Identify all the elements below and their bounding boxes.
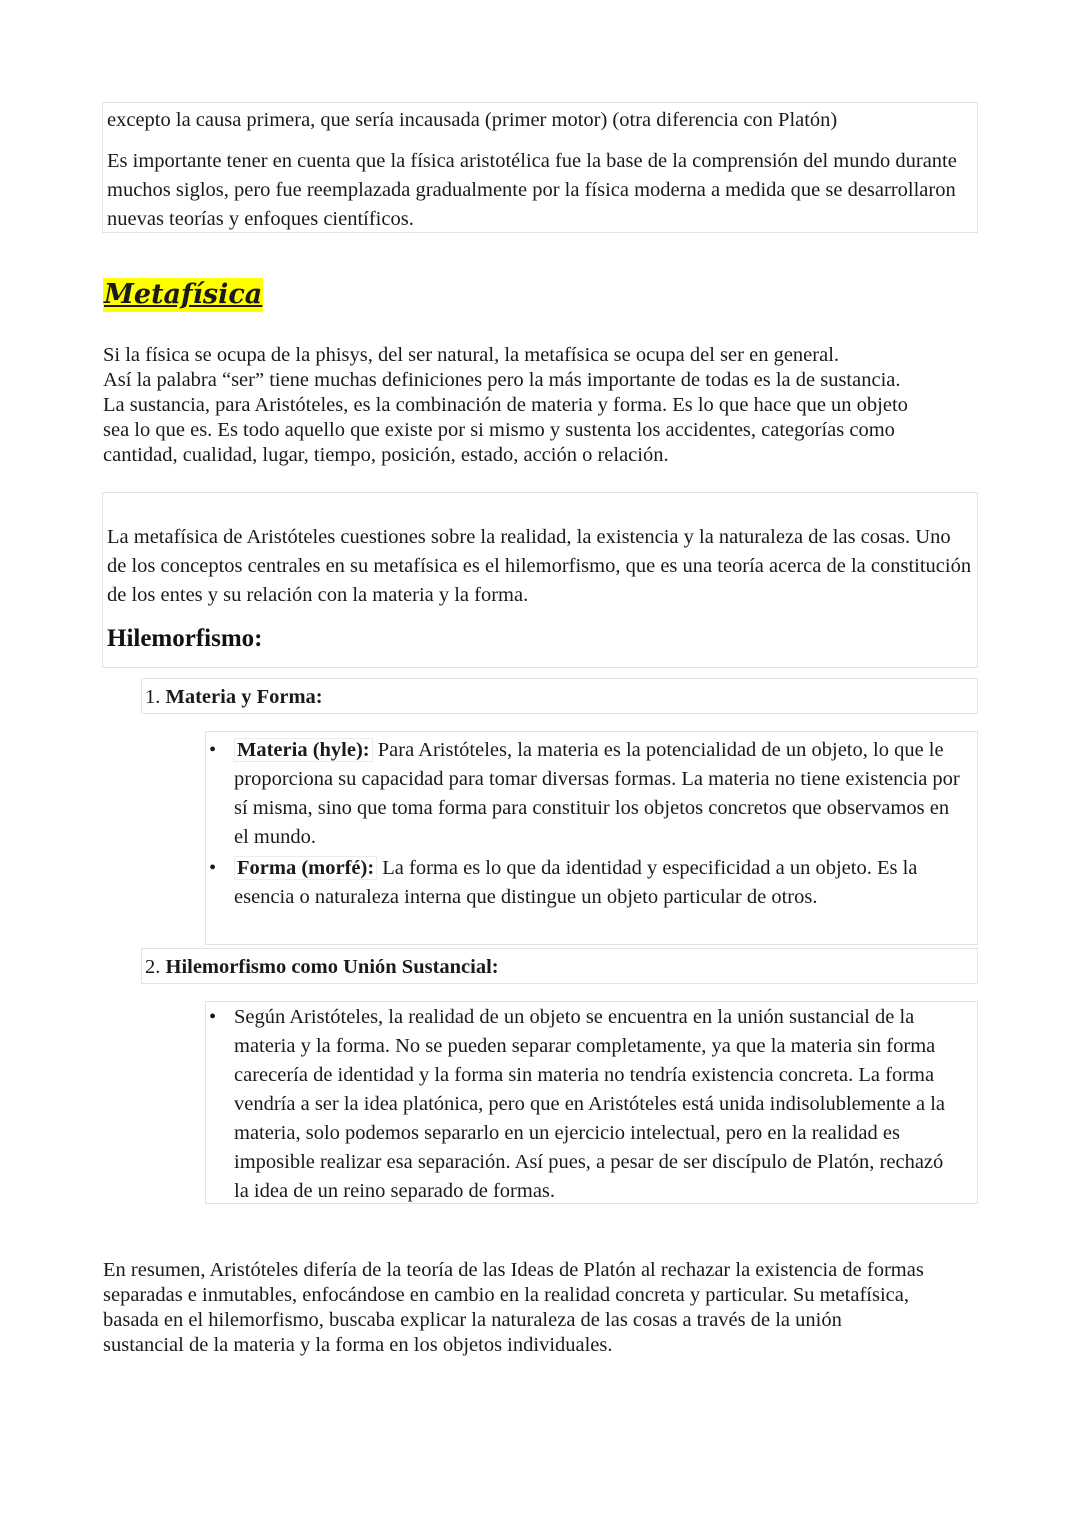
numbered-item-2 — [141, 948, 978, 984]
physics-legacy-paragraph: Es importante tener en cuenta que la física aristotélica fue la base de la comprensión del mundo durante muchos siglos, pero fue reemplazada gradualmente por la física moderna a medida que se desarrollaron nuevas teorías y enfoques científicos. — [107, 150, 957, 230]
term-forma: Forma (morfé): — [234, 856, 377, 880]
bullet-materia — [206, 736, 963, 852]
physics-closing-box — [102, 102, 978, 233]
numbered-item-1 — [141, 678, 978, 714]
intro-line: cantidad, cualidad, lugar, tiempo, posición, estado, acción o relación. — [103, 444, 669, 466]
item-number: 1. — [145, 686, 161, 708]
bullet-union-sustancial — [206, 1003, 959, 1206]
bullet-dot-icon: • — [209, 1006, 217, 1028]
intro-line: La sustancia, para Aristóteles, es la combinación de materia y forma. Es lo que hace que un objeto — [103, 394, 908, 416]
summary-line: separadas e inmutables, enfocándose en cambio en la realidad concreta y particular. Su metafísica, — [103, 1284, 909, 1306]
metaphysics-paragraph: La metafísica de Aristóteles cuestiones sobre la realidad, la existencia y la naturaleza de las cosas. Uno de los conceptos centrales en su metafísica es el hilemorfismo, que es una teoría acerca de la constitución de los entes y su relación con la materia y la forma. — [107, 526, 972, 606]
intro-line: Así la palabra “ser” tiene muchas definiciones pero la más importante de todas es la de sustancia. — [103, 369, 901, 391]
item-label: Hilemorfismo como Unión Sustancial: — [165, 956, 499, 978]
summary-line: En resumen, Aristóteles difería de la teoría de las Ideas de Platón al rechazar la existencia de formas — [103, 1259, 924, 1281]
intro-line: sea lo que es. Es todo aquello que existe por si mismo y sustenta los accidentes, categorías como — [103, 419, 895, 441]
forma-description: La forma es lo que da identidad y especificidad a un objeto. Es la esencia o naturaleza interna que distingue un objeto particular de otros. — [234, 857, 918, 908]
term-materia: Materia (hyle): — [234, 738, 373, 762]
bullet-dot-icon: • — [209, 739, 217, 761]
summary-line: basada en el hilemorfismo, buscaba explicar la naturaleza de las cosas a través de la unión — [103, 1309, 842, 1331]
item1-bullets-box — [205, 731, 978, 945]
metaphysics-box — [102, 492, 978, 668]
item-number: 2. — [145, 956, 161, 978]
materia-description: Para Aristóteles, la materia es la potencialidad de un objeto, lo que le proporciona su capacidad para tomar diversas formas. La materia no tiene existencia por sí misma, sino que toma forma para constituir los objetos concretos que observamos en el mundo. — [234, 739, 960, 848]
summary-line: sustancial de la materia y la forma en los objetos individuales. — [103, 1334, 613, 1356]
primer-motor-line: excepto la causa primera, que sería incausada (primer motor) (otra diferencia con Platón) — [107, 109, 838, 131]
intro-line: Si la física se ocupa de la phisys, del ser natural, la metafísica se ocupa del ser en general. — [103, 344, 840, 366]
section-title-metafisica: Metafísica — [104, 279, 263, 310]
bullet-forma — [206, 854, 963, 912]
item2-bullet-box — [205, 1001, 978, 1204]
bullet-dot-icon: • — [209, 857, 217, 879]
item-label: Materia y Forma: — [165, 686, 323, 708]
hilemorfismo-heading: Hilemorfismo: — [107, 625, 263, 652]
union-description: Según Aristóteles, la realidad de un objeto se encuentra en la unión sustancial de la materia y la forma. No se pueden separar completamente, ya que la materia sin forma carecería de identidad y la forma sin materia no tendría existencia concreta. La forma vendría a ser la idea platónica, pero que en Aristóteles está unida indisolublemente a la materia, solo podemos separarlo en un ejercicio intelectual, pero en la realidad es imposible realizar esa separación. Así pues, a pesar de ser discípulo de Platón, rechazó la idea de un reino separado de formas. — [234, 1006, 945, 1202]
